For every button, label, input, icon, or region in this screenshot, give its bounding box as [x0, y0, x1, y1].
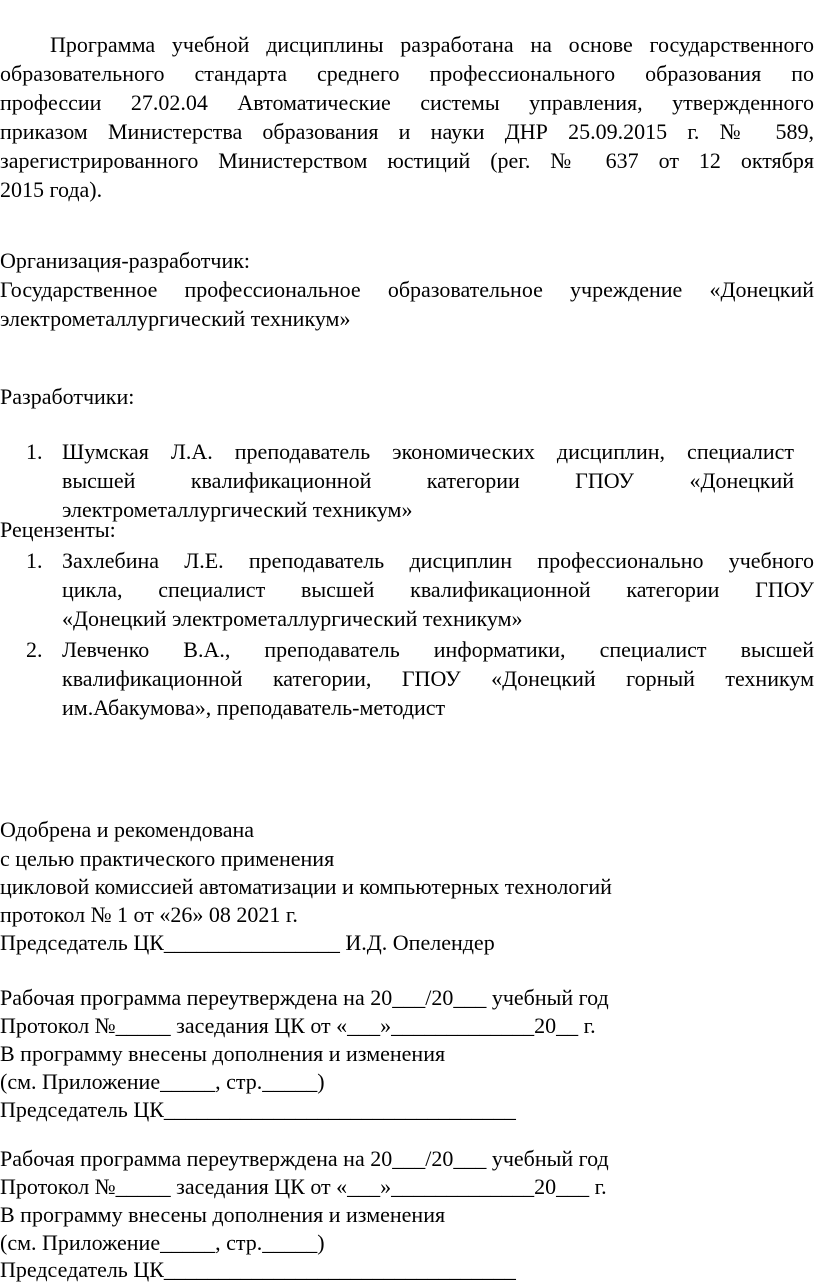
- developers-heading: Разработчики:: [0, 384, 135, 409]
- approval-line: цикловой комиссией автоматизации и компьютерных технологий: [0, 874, 612, 899]
- organization-line: Государственное профессиональное образовательное учреждение «Донецкий: [0, 277, 814, 302]
- approval-chairman: Председатель ЦК________________ И.Д. Опелендер: [0, 930, 495, 955]
- intro-line: зарегистрированного Министерством юстиций (рег. № 637 от 12 октября: [0, 148, 814, 173]
- reapproval-line: (см. Приложение_____, стр._____): [0, 1230, 325, 1255]
- reapproval-line: Протокол №_____ заседания ЦК от «___»_____________20__ г.: [0, 1013, 596, 1038]
- intro-line: приказом Министерства образования и науки ДНР 25.09.2015 г. № 589,: [0, 119, 814, 144]
- reapproval-line: Протокол №_____ заседания ЦК от «___»_____________20___ г.: [0, 1174, 607, 1199]
- reapproval-line: Рабочая программа переутверждена на 20___/20___ учебный год: [0, 985, 609, 1010]
- list-item-number: 1.: [26, 548, 43, 573]
- list-item-number: 1.: [26, 439, 43, 464]
- list-item-line: Захлебина Л.Е. преподаватель дисциплин профессионально учебного: [62, 548, 814, 573]
- reviewers-heading: Рецензенты:: [0, 517, 116, 542]
- intro-line: образовательного стандарта среднего профессионального образования по: [0, 61, 814, 86]
- reapproval-chairman: Председатель ЦК________________________________: [0, 1097, 516, 1122]
- approval-line: Одобрена и рекомендована: [0, 817, 255, 842]
- list-item-line: Левченко В.А., преподаватель информатики, специалист высшей: [62, 637, 814, 662]
- intro-line: 2015 года).: [0, 177, 103, 202]
- intro-line: Программа учебной дисциплины разработана на основе государственного: [50, 32, 814, 57]
- list-item-line: цикла, специалист высшей квалификационной категории ГПОУ: [62, 577, 814, 602]
- list-item-line: Шумская Л.А. преподаватель экономических дисциплин, специалист: [62, 439, 794, 464]
- reapproval-line: В программу внесены дополнения и изменения: [0, 1202, 446, 1227]
- approval-protocol: протокол № 1 от «26» 08 2021 г.: [0, 902, 298, 927]
- list-item-number: 2.: [26, 637, 43, 662]
- list-item-line: им.Абакумова», преподаватель-методист: [62, 695, 446, 720]
- approval-line: с целью практического применения: [0, 846, 335, 871]
- list-item-line: «Донецкий электрометаллургический техникум»: [62, 606, 523, 631]
- organization-heading: Организация-разработчик:: [0, 248, 251, 273]
- reapproval-line: Рабочая программа переутверждена на 20___/20___ учебный год: [0, 1146, 609, 1171]
- list-item-line: электрометаллургический техникум»: [62, 497, 413, 522]
- organization-line: электрометаллургический техникум»: [0, 306, 351, 331]
- list-item-line: квалификационной категории, ГПОУ «Донецкий горный техникум: [62, 666, 814, 691]
- list-item-line: высшей квалификационной категории ГПОУ «Донецкий: [62, 468, 794, 493]
- reapproval-line: (см. Приложение_____, стр._____): [0, 1069, 325, 1094]
- reapproval-line: В программу внесены дополнения и изменения: [0, 1041, 446, 1066]
- intro-line: профессии 27.02.04 Автоматические системы управления, утвержденного: [0, 90, 814, 115]
- reapproval-chairman: Председатель ЦК________________________________: [0, 1257, 516, 1282]
